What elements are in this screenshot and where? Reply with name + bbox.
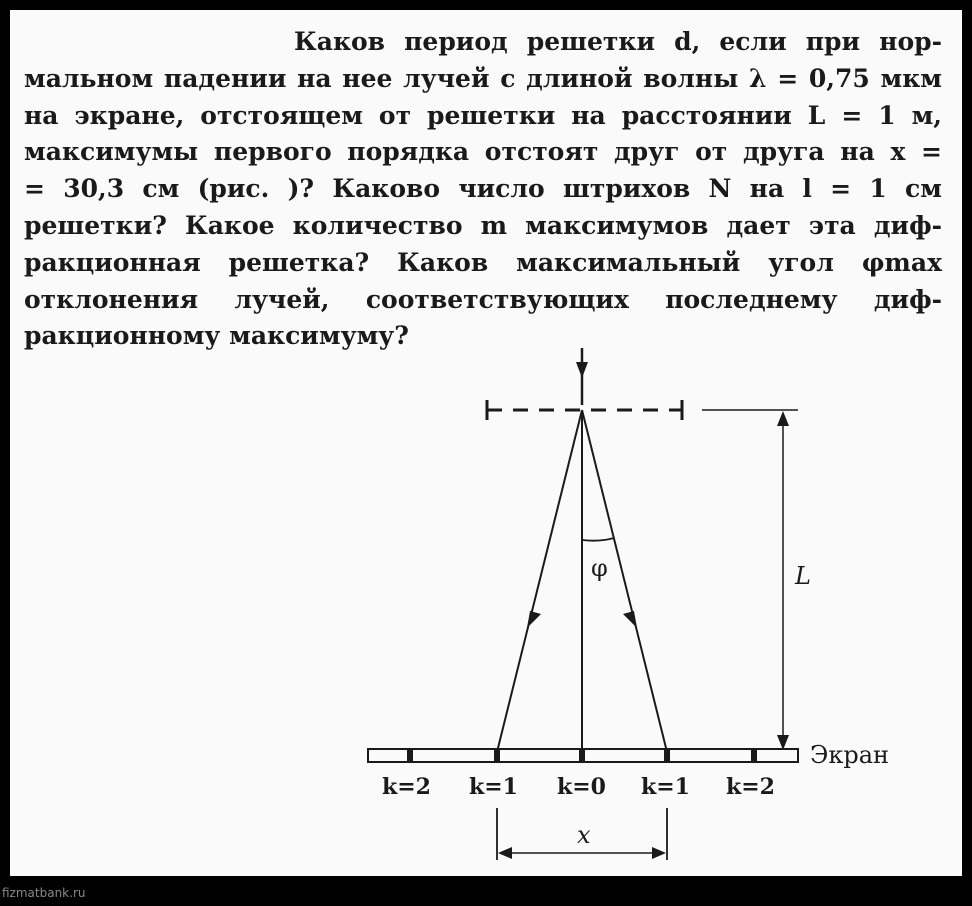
order-label-left-2: k=2 [382,774,431,800]
distance-label: L [795,562,811,590]
problem-line-4: максимумы первого порядка отстоят друг от друга на x = [24,137,942,167]
separation-label: x [577,821,591,849]
order-label-right-2: k=2 [726,774,775,800]
problem-line-8: отклонения лучей, соответствующих последнему диф- [24,284,942,314]
problem-line-5: = 30,3 см (рис. )? Каково число штрихов N на l = 1 см [24,174,942,204]
problem-line-3: на экране, отстоящем от решетки на расстоянии L = 1 м, [24,100,942,130]
L-arrow-down-icon [777,735,789,750]
problem-line-1: Каков период решетки d, если при нор- [294,27,942,56]
x-arrow-right-icon [652,847,666,859]
order-label-left-1: k=1 [469,774,518,800]
order-label-center-0: k=0 [557,774,606,800]
order-label-right-1: k=1 [641,774,690,800]
incident-ray-arrow-icon [576,362,588,378]
problem-line-6: решетки? Какое количество m максимумов дает эта диф- [24,210,942,240]
angle-label: φ [591,554,608,582]
ray-left-k1 [497,410,582,752]
problem-line-9: ракционному максимуму? [24,321,409,351]
ray-right-arrow-icon [623,611,637,628]
screen-label: Экран [810,741,890,769]
ray-left-arrow-icon [527,611,541,628]
problem-line-2: мальном падении на нее лучей с длиной волны λ = 0,75 мкм [24,63,942,93]
x-arrow-left-icon [498,847,512,859]
problem-line-7: ракционная решетка? Каков максимальный угол φmax [24,247,942,277]
L-arrow-up-icon [777,411,789,426]
angle-arc [582,538,614,541]
watermark: fizmatbank.ru [2,886,86,900]
